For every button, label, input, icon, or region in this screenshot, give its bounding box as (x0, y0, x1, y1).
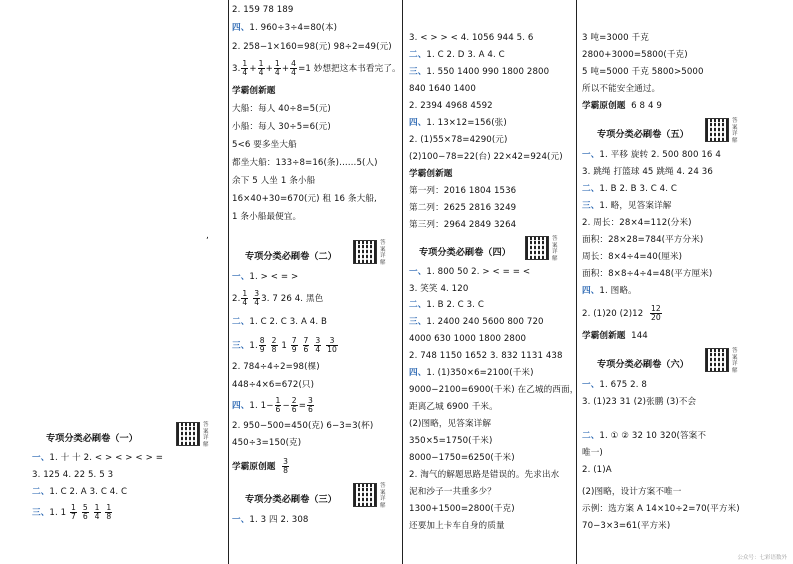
answer-line: 三、1. $\frac{8}{9}$ $\frac{2}{8}$ 1 $\frac{7}{9}$ $\frac{7}{6}$ $\frac{3}{4}$ $\frac{3}{10}$ (232, 336, 337, 354)
answer-line: 唯一) (582, 448, 603, 458)
answer-line: 所以不能安全通过。 (582, 84, 661, 94)
answer-line: 二、1. C 2. A 3. C 4. C (32, 487, 128, 497)
numerator: 1 (71, 503, 76, 512)
qr-code-icon (176, 422, 200, 446)
answer-line: 3. 跳绳 打篮球 45 跳绳 4. 24 36 (582, 167, 713, 177)
answer-line: 四、1. (1)350×6=2100(千米) (409, 368, 534, 378)
subheading: 学霸创新题 (232, 86, 276, 96)
answer-line: 2. (1)A (582, 465, 612, 475)
denominator: 4 (94, 512, 100, 521)
numerator: 7 (291, 336, 297, 345)
numerator: 3 (283, 457, 289, 466)
answer-line: 2. 周长：28×4=112(分米) (582, 218, 692, 228)
answer-line: 面积：8×8÷4÷4=48(平方厘米) (582, 269, 713, 279)
answer-line: 一、1. 平移 旋转 2. 500 800 16 4 (582, 150, 721, 160)
denominator: 4 (258, 68, 264, 77)
answer-line: 2800+3000=5800(千克) (582, 50, 688, 60)
qr-caption: 答案详解 (380, 483, 386, 509)
numerator: 1 (274, 59, 280, 68)
qr-code-icon (353, 240, 377, 264)
qr-code-icon (353, 483, 377, 507)
numerator: 3 (326, 337, 338, 346)
answer-line: 距离乙城 6900 千米。 (409, 402, 498, 412)
answer-line: 周长：8×4÷4=40(厘米) (582, 252, 683, 262)
column-3 (402, 0, 579, 564)
answer-line: (2)图略，设计方案不唯一 (582, 487, 682, 497)
fraction (314, 337, 321, 354)
answer-line: 一、1. 675 2. 8 (582, 380, 647, 390)
denominator: 6 (291, 405, 297, 414)
denominator: 9 (259, 345, 265, 354)
fraction (275, 397, 282, 414)
answer-line: 3. 125 4. 22 5. 5 3 (32, 470, 114, 480)
fraction (258, 60, 265, 77)
fraction (290, 60, 297, 77)
subheading: 学霸原创题 6 8 4 9 (582, 101, 662, 111)
answer-line: 3. (1)23 31 (2)张鹏 (3)不会 (582, 397, 697, 407)
denominator: 6 (308, 405, 313, 414)
answer-line: 2. 159 78 189 (232, 5, 294, 15)
answer-line: 350×5=1750(千米) (409, 436, 493, 446)
denominator: 9 (291, 345, 297, 354)
answer-line: 二、1. ① ② 32 10 320(答案不 (582, 431, 707, 441)
part-label: 一、 (32, 453, 50, 463)
column-1 (0, 0, 225, 564)
answer-line: 2. (1)20 (2)12 $\frac{12}{20}$ (582, 304, 661, 322)
numerator: 1 (242, 289, 248, 298)
answer-line: 2. 784÷4÷2=98(棵) (232, 362, 320, 372)
section-title-3: 专项分类必刷卷（三） (245, 494, 337, 505)
subheading: 学霸原创题 $\frac{3}{8}$ (232, 457, 289, 475)
answer-line: 2. 258−1×160=98(元) 98÷2=49(元) (232, 42, 392, 52)
fraction-group: $\frac{1}{4}$ + $\frac{1}{4}$ + $\frac{1}{4}$ + $\frac{4}{4}$ (242, 59, 297, 77)
fraction (274, 60, 281, 77)
answer-line: 四、1. 图略。 (582, 286, 637, 296)
answer-line: 一、1. > < = > (232, 272, 299, 282)
fraction (326, 337, 338, 354)
fraction (241, 60, 248, 77)
answer-line: 第一列：2016 1804 1536 (409, 186, 517, 196)
fraction (291, 337, 298, 354)
answer-line: 三、1. 2400 240 5600 800 720 (409, 317, 544, 327)
numerator: 2 (291, 396, 297, 405)
watermark: 公众号：七彩语数外 (737, 555, 787, 561)
denominator: 10 (327, 345, 337, 354)
section-title-4: 专项分类必刷卷（四） (419, 247, 511, 258)
denominator: 4 (242, 68, 248, 77)
denominator: 6 (275, 405, 281, 414)
answer-line: 2. 2394 4968 4592 (409, 101, 493, 111)
qr-caption: 答案详解 (552, 236, 558, 262)
answer-line: 4000 630 1000 1800 2800 (409, 334, 527, 344)
section-title-1: 专项分类必刷卷（一） (46, 433, 138, 444)
answer-line: 一、1. 十 十 2. < > < > < > = (32, 453, 163, 463)
fraction (307, 397, 314, 414)
answer-line: 二、1. C 2. D 3. A 4. C (409, 50, 505, 60)
numerator: 12 (650, 304, 661, 313)
answer-line: 3. $\frac{1}{4}$ + $\frac{1}{4}$ + $\frac{1}{4}$ + $\frac{4}{4}$ =1 妙想把这本书看完了。 (232, 59, 401, 77)
divider-mark: , (206, 231, 209, 241)
qr-caption: 答案详解 (203, 422, 209, 448)
numerator: 1 (258, 59, 264, 68)
numerator: 4 (291, 59, 297, 68)
answer-line: 一、1. 800 50 2. > < = = < (409, 267, 531, 277)
fraction (105, 504, 112, 521)
answer-line: 5 吨=5000 千克 5800>5000 (582, 67, 704, 77)
denominator: 4 (242, 298, 248, 307)
fraction (259, 337, 266, 354)
denominator: 20 (650, 313, 661, 322)
column-4 (576, 0, 767, 564)
answer-line: 第二列：2625 2816 3249 (409, 203, 517, 213)
fraction (303, 337, 310, 354)
qr-code-icon (705, 118, 729, 142)
answer-line: 小船：每人 30÷5=6(元) (232, 122, 331, 132)
answer-line: 2. $\frac{1}{4}$ $\frac{3}{4}$ 3. 7 26 4. 黑色 (232, 289, 324, 307)
denominator: 8 (106, 512, 112, 521)
column-2 (228, 0, 401, 564)
subheading: 学霸创新题 144 (582, 331, 648, 341)
qr-code-icon (525, 236, 549, 260)
answer-line: 70−3×3=61(平方米) (582, 521, 671, 531)
qr-code-icon (705, 348, 729, 372)
section-title-6: 专项分类必刷卷（六） (597, 359, 689, 370)
numerator: 8 (259, 336, 265, 345)
answer-line: 四、1. 13×12=156(张) (409, 118, 507, 128)
fraction-group (649, 304, 663, 322)
fraction-group (240, 289, 261, 307)
answer-line: (2)100−78=22(台) 22×42=924(元) (409, 152, 563, 162)
fraction-group (281, 457, 290, 475)
fraction (70, 504, 77, 521)
answer-line: 450÷3=150(克) (232, 438, 302, 448)
denominator: 4 (291, 68, 297, 77)
subheading: 学霸创新题 (409, 169, 453, 179)
denominator: 6 (303, 345, 309, 354)
answer-line: 示例：选方案 A 14×10÷2=70(平方米) (582, 504, 740, 514)
answer-line: 三、1. 550 1400 990 1800 2800 (409, 67, 550, 77)
answer-line: 16×40+30=670(元) 租 16 条大船, (232, 194, 377, 204)
section-title-5: 专项分类必刷卷（五） (597, 129, 689, 140)
fraction (241, 290, 248, 307)
answer-line: 2. (1)55×78=4290(元) (409, 135, 508, 145)
fraction (82, 504, 89, 521)
answer-line: 二、1. C 2. C 3. A 4. B (232, 317, 327, 327)
answer-line: 大船：每人 40÷8=5(元) (232, 104, 331, 114)
denominator: 7 (71, 512, 76, 521)
answer-line: 二、1. B 2. C 3. C (409, 300, 484, 310)
answer-line: 还要加上卡车自身的质量 (409, 521, 505, 531)
denominator: 6 (82, 512, 88, 521)
inline-number: 1 (281, 341, 290, 351)
part-label: 二、 (32, 487, 50, 497)
answer-line: 第三列：2964 2849 3264 (409, 220, 517, 230)
fraction (271, 337, 278, 354)
numerator: 3 (308, 396, 313, 405)
section-title-2: 专项分类必刷卷（二） (245, 251, 337, 262)
answer-line: 840 1640 1400 (409, 84, 476, 94)
answer-line: 一、1. 3 四 2. 308 (232, 515, 309, 525)
answer-line: 5<6 要多坐大船 (232, 140, 297, 150)
numerator: 2 (271, 336, 277, 345)
denominator: 8 (283, 466, 289, 475)
answer-line: 余下 5 人坐 1 条小船 (232, 176, 316, 186)
fraction (650, 305, 662, 322)
answer-line: (2)图略，见答案详解 (409, 419, 492, 429)
answer-line: 3. < > > < 4. 1056 944 5. 6 (409, 33, 534, 43)
denominator: 4 (254, 298, 260, 307)
answer-line: 四、1. 1− $\frac{1}{6}$ − $\frac{2}{6}$ = $\frac{3}{6}$ (232, 396, 313, 414)
answer-line: 2. 950−500=450(克) 6−3=3(杯) (232, 421, 374, 431)
numerator: 1 (275, 396, 281, 405)
fraction (282, 458, 289, 475)
answer-line: 都坐大船：133÷8=16(条)……5(人) (232, 158, 378, 168)
answer-line: 二、1. B 2. B 3. C 4. C (582, 184, 678, 194)
answer-line: 2. 748 1150 1652 3. 832 1131 438 (409, 351, 563, 361)
answer-line: 3. 笑笑 4. 120 (409, 284, 469, 294)
qr-caption: 答案详解 (732, 348, 738, 374)
answer-line: 三、1. 1 $\frac{1}{7}$ $\frac{5}{6}$ $\frac{1}{4}$ $\frac{1}{8}$ (32, 503, 112, 521)
qr-caption: 答案详解 (380, 240, 386, 266)
answer-line: 四、1. 960÷3÷4=80(本) (232, 23, 338, 33)
answer-line: 1300+1500=2800(千克) (409, 504, 515, 514)
numerator: 3 (315, 336, 321, 345)
qr-caption: 答案详解 (732, 118, 738, 144)
answer-line: 448÷4×6=672(只) (232, 380, 315, 390)
fraction-group: $\frac{1}{6}$ − $\frac{2}{6}$ = $\frac{3}{6}$ (275, 396, 313, 414)
answer-line: 9000−2100=6900(千米) 在乙城的西面， (409, 385, 579, 395)
numerator: 3 (254, 289, 260, 298)
fraction (94, 504, 101, 521)
numerator: 1 (242, 59, 248, 68)
answer-line: 三、1. 略，见答案详解 (582, 201, 672, 211)
fraction (253, 290, 260, 307)
part-label: 三、 (32, 508, 50, 518)
answer-line: 8000−1750=6250(千米) (409, 453, 515, 463)
answer-line: 2. 淘气的解题思路是错误的。先求出水 (409, 470, 560, 480)
denominator: 4 (274, 68, 280, 77)
answer-line: 泥和沙子一共重多少？ (409, 487, 496, 497)
numerator: 5 (82, 503, 88, 512)
fraction (291, 397, 298, 414)
answer-line: 3 吨=3000 千克 (582, 33, 649, 43)
numerator: 1 (106, 503, 112, 512)
numerator: 1 (94, 503, 100, 512)
denominator: 8 (271, 345, 277, 354)
numerator: 7 (303, 336, 309, 345)
answer-line: 面积：28×28=784(平方分米) (582, 235, 704, 245)
answer-line: 1 条小船最便宜。 (232, 212, 302, 222)
denominator: 4 (315, 345, 321, 354)
